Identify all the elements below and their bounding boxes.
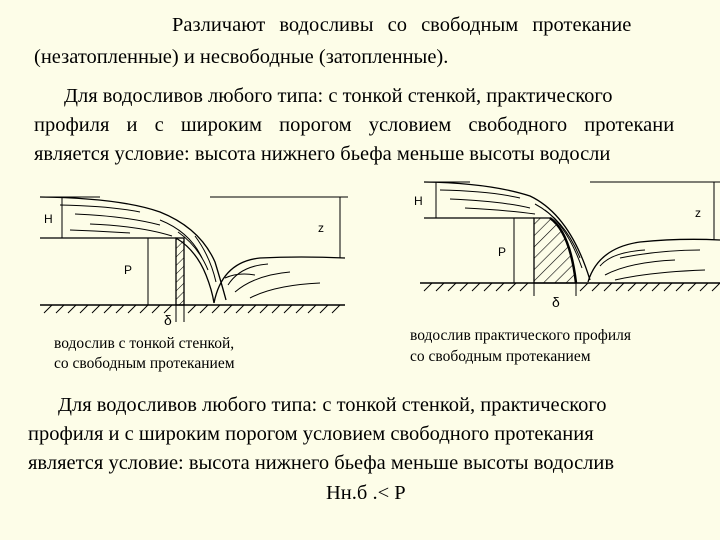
practical-profile-weir-figure [420, 182, 720, 296]
conclusion-line-1: Для водосливов любого типа: с тонкой стенкой, практического [58, 394, 607, 416]
conclusion-line-2: профиля и с широким порогом условием свободного протекания [28, 423, 594, 445]
right-label-z: z [695, 206, 701, 220]
left-caption-2: со свободным протеканием [54, 355, 235, 372]
intro-line-2: (незатопленные) и несвободные (затопленные). [34, 46, 449, 68]
right-label-p: P [498, 245, 507, 259]
left-label-delta: δ [164, 312, 172, 328]
right-caption-1: водослив практического профиля [410, 327, 631, 344]
right-caption-2: со свободным протеканием [410, 348, 591, 365]
left-label-z: z [318, 221, 324, 235]
condition-formula: Нн.б .< Р [326, 482, 406, 504]
right-label-h: H [414, 194, 423, 208]
left-caption-1: водослив с тонкой стенкой, [54, 335, 235, 352]
intro-line-1: Различают водосливы со свободным протекание [172, 14, 632, 36]
left-label-p: P [124, 263, 133, 277]
left-label-h: H [44, 212, 53, 226]
intro-line-4: профиля и с широким порогом условием свободного протекани [34, 114, 675, 136]
right-label-delta: δ [552, 294, 560, 310]
thin-wall-weir-figure [40, 197, 348, 322]
intro-line-5: является условие: высота нижнего бьефа меньше высоты водосли [34, 143, 611, 165]
intro-line-3: Для водосливов любого типа: с тонкой стенкой, практического [64, 85, 613, 107]
conclusion-line-3: является условие: высота нижнего бьефа меньше высоты водослив [28, 452, 615, 474]
